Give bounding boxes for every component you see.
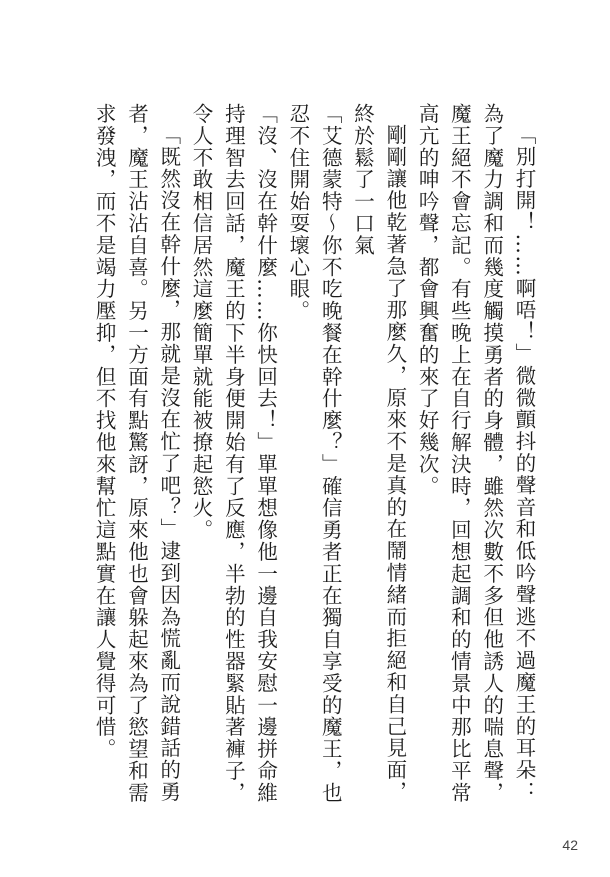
paragraph: 「別打開！……啊唔！」微微顫抖的聲音和低吟聲逃不過魔王的耳朵：為了魔力調和而幾度觸摸勇者的身體，雖然次數不多但他誘人的喘息聲，魔王絕不會忘記。有些晚上在自行解決時，回想起調和的情景中那比平常高亢的呻吟聲，都會興奮的來了好幾次。 <box>415 103 536 804</box>
paragraph: 「既然沒在幹什麼，那就是沒在忙了吧？」逮到因為慌亂而說錯話的勇者，魔王沾沾自喜。另一方面有點驚訝，原來他也會躲起來為了慾望和需求發洩，而不是竭力壓抑，但不找他來幫忙這點實在讓人覺得可惜。 <box>92 103 181 804</box>
page-number: 42 <box>562 837 578 853</box>
paragraph: 「沒、沒在幹什麼……你快回去！」單單想像他一邊自我安慰一邊拼命維持理智去回話，魔王的下半身便開始有了反應，半勃的性器緊貼著褲子，令人不敢相信居然這麼簡單就能被撩起慾火。 <box>189 103 278 804</box>
paragraph: 「艾德蒙特～你不吃晚餐在幹什麼？」確信勇者正在獨自享受的魔王，也忍不住開始耍壞心眼。 <box>285 103 343 804</box>
body-text <box>88 103 540 823</box>
paragraph: 剛剛讓他乾著急了那麼久，原來不是真的在鬧情緒而拒絕和自己見面，終於鬆了一口氣 <box>350 103 407 803</box>
